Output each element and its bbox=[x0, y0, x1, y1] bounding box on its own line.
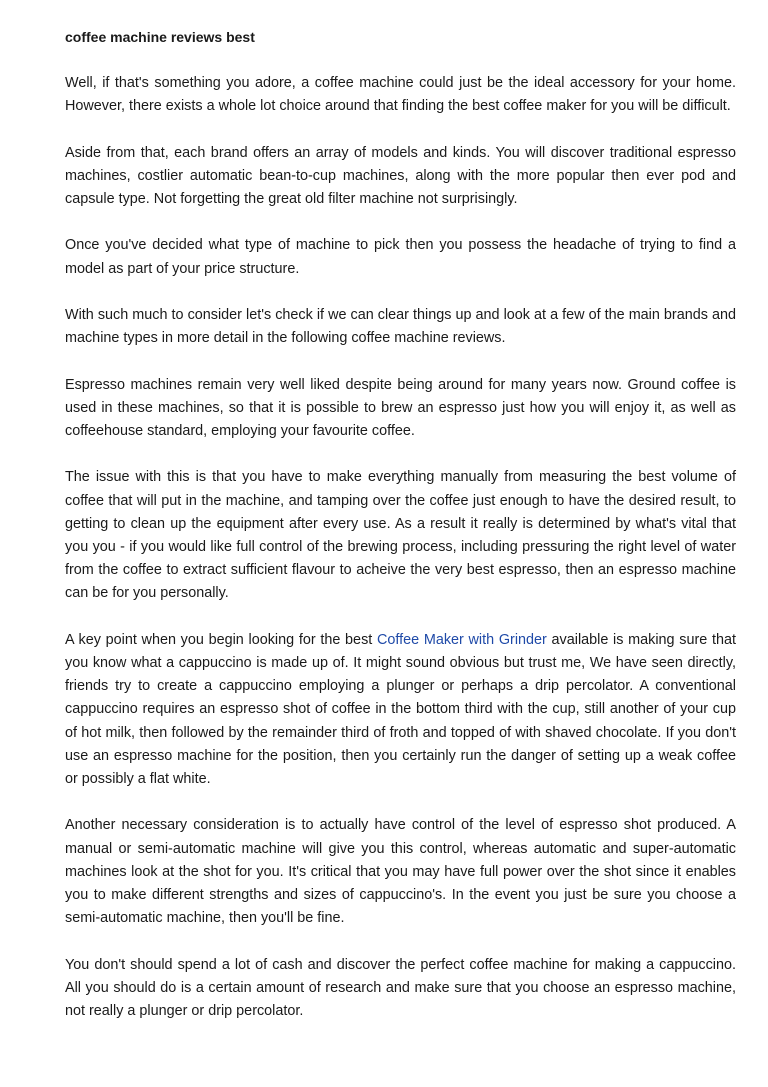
paragraph-6: The issue with this is that you have to make everything manually from measuring the best volume of coffee that will put in the machine, and tamping over the coffee just enough to have the desired result, to getting to clean up the equipment after every use. As a result it really is determined by what's vital that you you - if you would like full control of the brewing process, including pressuring the right level of water from the coffee to extract sufficient flavour to acheive the very best espresso, then an espresso machine can be for you personally. bbox=[65, 469, 736, 602]
document-title: coffee machine reviews best bbox=[65, 29, 255, 45]
paragraph-2: Aside from that, each brand offers an array of models and kinds. You will discover traditional espresso machines, costlier automatic bean-to-cup machines, along with the more popular then ever pod and capsule type. Not forgetting the great old filter machine not surprisingly. bbox=[65, 144, 736, 207]
paragraph-3: Once you've decided what type of machine to pick then you possess the headache of trying to find a model as part of your price structure. bbox=[65, 237, 736, 277]
paragraph-1: Well, if that's something you adore, a coffee machine could just be the ideal accessory for your home. However, there exists a whole lot choice around that finding the best coffee maker for you will be difficult. bbox=[65, 75, 736, 115]
paragraph-9: You don't should spend a lot of cash and discover the perfect coffee machine for making a cappuccino. All you should do is a certain amount of research and make sure that you choose an espresso machine, not really a plunger or drip percolator. bbox=[65, 956, 736, 1019]
paragraph-8: Another necessary consideration is to actually have control of the level of espresso shot produced. A manual or semi-automatic machine will give you this control, whereas automatic and super-automatic machines look at the shot for you. It's critical that you may have full power over the shot since it enables you to make different strengths and sizes of cappuccino's. In the event you just be sure you choose a semi-automatic machine, then you'll be fine. bbox=[65, 817, 736, 927]
paragraph-7-lead: A key point when you begin looking for the best bbox=[65, 631, 377, 648]
paragraph-7 bbox=[65, 629, 736, 791]
coffee-maker-with-grinder-link[interactable]: Coffee Maker with Grinder bbox=[376, 631, 547, 648]
paragraph-4: With such much to consider let's check if we can clear things up and look at a few of the main brands and machine types in more detail in the following coffee machine reviews. bbox=[65, 306, 736, 347]
paragraph-7-rest: available is making sure that you know what a cappuccino is made up of. It might sound obvious but trust me, We have seen directly, friends try to create a cappuccino employing a plunger or perhaps a drip percolator. A conventional cappuccino requires an espresso shot of coffee in the bottom third with the cup, still another of your cup of hot milk, then followed by the remainder third of froth and topped of with shaved chocolate. If you don't use an espresso machine for the position, then you certainly run the danger of setting up a weak coffee or possibly a flat white. bbox=[65, 631, 736, 787]
paragraph-5: Espresso machines remain very well liked despite being around for many years now. Ground coffee is used in these machines, so that it is possible to brew an espresso just how you will enjoy it, as well as coffeehouse standard, employing your favourite coffee. bbox=[65, 376, 736, 439]
